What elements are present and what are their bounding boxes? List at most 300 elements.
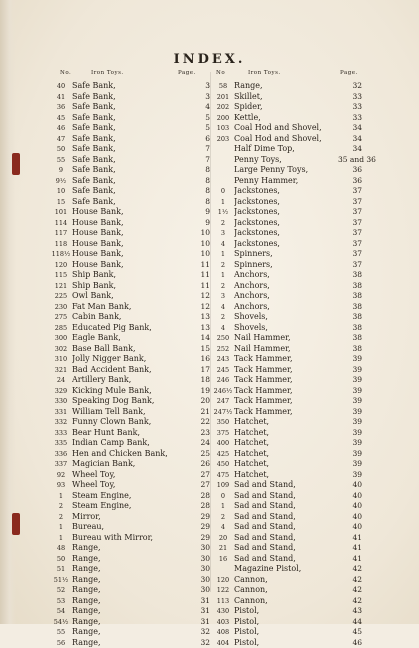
- entry-number: 201: [212, 92, 234, 103]
- entry-page: 18: [186, 375, 210, 386]
- entry-number: 1: [212, 249, 234, 260]
- entry-number: 103: [212, 123, 234, 134]
- entry-number: 302: [50, 344, 72, 355]
- entry-item: Kettle,: [234, 113, 338, 124]
- entry-page: 30: [186, 554, 210, 565]
- entry-number: 285: [50, 323, 72, 334]
- entry-number: 331: [50, 407, 72, 418]
- entry-item: Jackstones,: [234, 207, 338, 218]
- header-right-no: No: [216, 70, 225, 76]
- index-entry: [212, 606, 362, 617]
- entry-number: 450: [212, 459, 234, 470]
- entry-page: 37: [338, 239, 362, 250]
- entry-item: Tack Hammer,: [234, 407, 338, 418]
- entry-page: 37: [338, 249, 362, 260]
- index-entry: [212, 522, 362, 533]
- entry-number: 408: [212, 627, 234, 638]
- entry-number: 0: [212, 491, 234, 502]
- entry-number: 54: [50, 606, 72, 617]
- entry-page: 39: [338, 438, 362, 449]
- entry-item: Bad Accident Bank,: [72, 365, 186, 376]
- entry-page: 31: [186, 617, 210, 628]
- entry-number: 55: [50, 155, 72, 166]
- entry-item: Cannon,: [234, 575, 338, 586]
- entry-number: [212, 176, 234, 187]
- entry-page: 12: [186, 302, 210, 313]
- index-entry: [212, 81, 362, 92]
- entry-item: Safe Bank,: [72, 113, 186, 124]
- entry-item: House Bank,: [72, 218, 186, 229]
- index-entry: [212, 344, 362, 355]
- index-entry: [50, 291, 210, 302]
- index-entry: [212, 449, 362, 460]
- entry-number: 47: [50, 134, 72, 145]
- entry-page: 39: [338, 396, 362, 407]
- entry-number: 245: [212, 365, 234, 376]
- entry-number: 118: [50, 239, 72, 250]
- entry-number: 53: [50, 596, 72, 607]
- index-entry: [212, 291, 362, 302]
- index-entry: [50, 165, 210, 176]
- index-entry: [212, 480, 362, 491]
- entry-page: 7: [186, 155, 210, 166]
- index-entry: [50, 417, 210, 428]
- entry-number: 250: [212, 333, 234, 344]
- entry-number: 475: [212, 470, 234, 481]
- entry-page: 9: [186, 207, 210, 218]
- entry-page: 36: [338, 176, 362, 187]
- entry-page: 37: [338, 186, 362, 197]
- entry-number: 113: [212, 596, 234, 607]
- index-entry: [50, 501, 210, 512]
- entry-page: 39: [338, 386, 362, 397]
- entry-number: 252: [212, 344, 234, 355]
- entry-item: House Bank,: [72, 239, 186, 250]
- entry-number: 203: [212, 134, 234, 145]
- entry-number: 1: [212, 197, 234, 208]
- entry-page: 23: [186, 428, 210, 439]
- index-entry: [212, 638, 362, 648]
- entry-page: 33: [338, 113, 362, 124]
- index-entry: [212, 438, 362, 449]
- entry-page: 38: [338, 270, 362, 281]
- entry-item: Pistol,: [234, 617, 338, 628]
- index-entry: [212, 543, 362, 554]
- entry-number: 247: [212, 396, 234, 407]
- entry-page: 38: [338, 302, 362, 313]
- entry-number: 1: [212, 270, 234, 281]
- entry-page: 42: [338, 585, 362, 596]
- index-entry: [212, 102, 362, 113]
- entry-page: 5: [186, 123, 210, 134]
- index-entry: [50, 207, 210, 218]
- entry-number: 41: [50, 92, 72, 103]
- entry-number: 403: [212, 617, 234, 628]
- entry-item: Sad and Stand,: [234, 554, 338, 565]
- entry-page: 34: [338, 144, 362, 155]
- index-entry: [50, 354, 210, 365]
- index-entry: [50, 281, 210, 292]
- entry-number: 225: [50, 291, 72, 302]
- entry-page: 8: [186, 165, 210, 176]
- entry-item: Range,: [72, 575, 186, 586]
- entry-item: Large Penny Toys,: [234, 165, 338, 176]
- header-right-page: Page.: [340, 70, 358, 76]
- entry-number: 200: [212, 113, 234, 124]
- entry-item: Tack Hammer,: [234, 354, 338, 365]
- entry-number: 56: [50, 638, 72, 648]
- index-entry: [50, 123, 210, 134]
- index-entry: [212, 207, 362, 218]
- entry-item: Anchors,: [234, 302, 338, 313]
- entry-item: Hatchet,: [234, 438, 338, 449]
- entry-item: Hatchet,: [234, 417, 338, 428]
- entry-number: 1½: [212, 207, 234, 218]
- entry-page: 13: [186, 323, 210, 334]
- column-divider: [210, 72, 211, 592]
- entry-item: Magician Bank,: [72, 459, 186, 470]
- entry-item: Fat Man Bank,: [72, 302, 186, 313]
- entry-number: 430: [212, 606, 234, 617]
- index-entry: [50, 449, 210, 460]
- index-entry: [50, 155, 210, 166]
- entry-number: 120: [212, 575, 234, 586]
- index-entry: [212, 428, 362, 439]
- entry-page: 39: [338, 365, 362, 376]
- entry-page: 14: [186, 333, 210, 344]
- entry-number: 300: [50, 333, 72, 344]
- entry-item: Safe Bank,: [72, 81, 186, 92]
- entry-page: 37: [338, 207, 362, 218]
- entry-page: 33: [338, 92, 362, 103]
- entry-number: 4: [212, 239, 234, 250]
- entry-number: 20: [212, 533, 234, 544]
- index-entry: [50, 375, 210, 386]
- entry-page: 37: [338, 197, 362, 208]
- index-entry: [50, 302, 210, 313]
- entry-number: 246: [212, 375, 234, 386]
- entry-item: Penny Hammer,: [234, 176, 338, 187]
- index-entry: [50, 606, 210, 617]
- index-entry: [212, 354, 362, 365]
- entry-page: 39: [338, 449, 362, 460]
- entry-page: 30: [186, 575, 210, 586]
- entry-page: 36: [338, 165, 362, 176]
- entry-number: 243: [212, 354, 234, 365]
- entry-page: 11: [186, 270, 210, 281]
- entry-item: Tack Hammer,: [234, 386, 338, 397]
- entry-page: 39: [338, 354, 362, 365]
- entry-item: Tack Hammer,: [234, 396, 338, 407]
- entry-number: 115: [50, 270, 72, 281]
- entry-number: 350: [212, 417, 234, 428]
- index-entry: [212, 386, 362, 397]
- entry-item: Sad and Stand,: [234, 543, 338, 554]
- entry-item: Owl Bank,: [72, 291, 186, 302]
- entry-item: Tack Hammer,: [234, 365, 338, 376]
- entry-page: 8: [186, 176, 210, 187]
- index-entry: [50, 512, 210, 523]
- entry-number: 3: [212, 228, 234, 239]
- entry-number: 404: [212, 638, 234, 648]
- index-entry: [50, 396, 210, 407]
- entry-item: Tack Hammer,: [234, 375, 338, 386]
- index-entry: [50, 81, 210, 92]
- entry-item: Anchors,: [234, 291, 338, 302]
- page-title: INDEX.: [0, 52, 419, 67]
- entry-number: 16: [212, 554, 234, 565]
- entry-item: Wheel Toy,: [72, 470, 186, 481]
- entry-number: 24: [50, 375, 72, 386]
- index-entry: [212, 396, 362, 407]
- entry-page: 37: [338, 260, 362, 271]
- entry-number: 1: [50, 491, 72, 502]
- index-entry: [212, 155, 362, 166]
- entry-item: House Bank,: [72, 249, 186, 260]
- entry-item: Kicking Mule Bank,: [72, 386, 186, 397]
- entry-item: Hatchet,: [234, 459, 338, 470]
- index-entry: [212, 585, 362, 596]
- entry-page: 40: [338, 480, 362, 491]
- entry-item: Cannon,: [234, 596, 338, 607]
- index-entry: [212, 218, 362, 229]
- entry-page: 22: [186, 417, 210, 428]
- index-column-right: [212, 81, 362, 648]
- entry-page: 42: [338, 575, 362, 586]
- entry-number: 48: [50, 543, 72, 554]
- entry-item: Safe Bank,: [72, 186, 186, 197]
- entry-page: 15: [186, 344, 210, 355]
- entry-number: 2: [50, 512, 72, 523]
- entry-number: 15: [50, 197, 72, 208]
- index-entry: [212, 239, 362, 250]
- index-entry: [50, 102, 210, 113]
- index-entry: [212, 407, 362, 418]
- entry-page: 7: [186, 144, 210, 155]
- entry-number: 58: [212, 81, 234, 92]
- entry-page: 4: [186, 102, 210, 113]
- entry-number: 335: [50, 438, 72, 449]
- entry-item: Hatchet,: [234, 449, 338, 460]
- entry-item: Hatchet,: [234, 470, 338, 481]
- entry-page: 30: [186, 564, 210, 575]
- entry-page: 38: [338, 312, 362, 323]
- entry-page: 9: [186, 218, 210, 229]
- entry-item: Range,: [72, 596, 186, 607]
- entry-number: 275: [50, 312, 72, 323]
- entry-page: 40: [338, 522, 362, 533]
- entry-item: Base Ball Bank,: [72, 344, 186, 355]
- index-entry: [212, 375, 362, 386]
- entry-item: Safe Bank,: [72, 197, 186, 208]
- index-entry: [212, 417, 362, 428]
- index-entry: [212, 176, 362, 187]
- entry-number: 93: [50, 480, 72, 491]
- index-entry: [212, 281, 362, 292]
- entry-page: 39: [338, 459, 362, 470]
- header-left-page: Page.: [178, 70, 196, 76]
- entry-item: Shovels,: [234, 312, 338, 323]
- index-entry: [212, 617, 362, 628]
- entry-page: 27: [186, 480, 210, 491]
- entry-page: 34: [338, 123, 362, 134]
- entry-page: 38: [338, 323, 362, 334]
- entry-number: 2: [212, 312, 234, 323]
- entry-item: Bureau with Mirror,: [72, 533, 186, 544]
- entry-page: 42: [338, 596, 362, 607]
- index-entry: [50, 113, 210, 124]
- entry-page: 6: [186, 134, 210, 145]
- entry-item: Safe Bank,: [72, 165, 186, 176]
- entry-item: Jackstones,: [234, 197, 338, 208]
- entry-item: Pistol,: [234, 627, 338, 638]
- entry-item: Safe Bank,: [72, 92, 186, 103]
- index-entry: [212, 459, 362, 470]
- entry-item: Steam Engine,: [72, 491, 186, 502]
- entry-page: 40: [338, 512, 362, 523]
- index-entry: [50, 270, 210, 281]
- entry-item: Magazine Pistol,: [234, 564, 338, 575]
- entry-page: 38: [338, 333, 362, 344]
- entry-page: 8: [186, 186, 210, 197]
- entry-item: Safe Bank,: [72, 144, 186, 155]
- entry-item: Skillet,: [234, 92, 338, 103]
- index-entry: [212, 302, 362, 313]
- index-entry: [50, 470, 210, 481]
- entry-item: Range,: [72, 638, 186, 648]
- entry-number: 1: [212, 501, 234, 512]
- entry-number: 46: [50, 123, 72, 134]
- index-entry: [212, 627, 362, 638]
- entry-item: Jackstones,: [234, 239, 338, 250]
- entry-item: Anchors,: [234, 270, 338, 281]
- entry-number: 4: [212, 302, 234, 313]
- staple-top: [12, 153, 20, 175]
- index-entry: [212, 144, 362, 155]
- index-entry: [212, 596, 362, 607]
- index-entry: [50, 428, 210, 439]
- entry-item: Range,: [72, 585, 186, 596]
- entry-item: Range,: [72, 606, 186, 617]
- index-entry: [50, 617, 210, 628]
- entry-page: 30: [186, 543, 210, 554]
- entry-page: 40: [338, 501, 362, 512]
- entry-page: 28: [186, 491, 210, 502]
- index-entry: [212, 270, 362, 281]
- entry-page: 31: [186, 606, 210, 617]
- index-entry: [50, 564, 210, 575]
- index-entry: [212, 260, 362, 271]
- index-entry: [212, 92, 362, 103]
- entry-number: 114: [50, 218, 72, 229]
- entry-page: 43: [338, 606, 362, 617]
- index-entry: [50, 218, 210, 229]
- entry-item: Range,: [72, 543, 186, 554]
- entry-number: 21: [212, 543, 234, 554]
- index-entry: [50, 459, 210, 470]
- index-entry: [212, 134, 362, 145]
- entry-number: 3: [212, 291, 234, 302]
- index-entry: [212, 197, 362, 208]
- entry-number: 117: [50, 228, 72, 239]
- entry-number: 330: [50, 396, 72, 407]
- entry-number: [212, 165, 234, 176]
- entry-item: Funny Clown Bank,: [72, 417, 186, 428]
- entry-number: 122: [212, 585, 234, 596]
- entry-page: 16: [186, 354, 210, 365]
- entry-number: 2: [212, 218, 234, 229]
- entry-page: 5: [186, 113, 210, 124]
- index-entry: [212, 491, 362, 502]
- entry-number: [212, 155, 234, 166]
- entry-page: 8: [186, 197, 210, 208]
- index-entry: [212, 575, 362, 586]
- entry-item: Jolly Nigger Bank,: [72, 354, 186, 365]
- index-entry: [50, 249, 210, 260]
- index-entry: [212, 564, 362, 575]
- entry-page: 20: [186, 396, 210, 407]
- entry-item: Steam Engine,: [72, 501, 186, 512]
- entry-page: 3: [186, 92, 210, 103]
- entry-item: Jackstones,: [234, 228, 338, 239]
- entry-number: 121: [50, 281, 72, 292]
- entry-item: Sad and Stand,: [234, 491, 338, 502]
- entry-item: Ship Bank,: [72, 281, 186, 292]
- entry-page: 29: [186, 512, 210, 523]
- entry-number: 2: [212, 260, 234, 271]
- entry-page: 40: [338, 491, 362, 502]
- entry-page: 41: [338, 543, 362, 554]
- entry-item: Hen and Chicken Bank,: [72, 449, 186, 460]
- entry-number: 202: [212, 102, 234, 113]
- entry-number: 0: [212, 186, 234, 197]
- entry-page: 17: [186, 365, 210, 376]
- entry-number: 230: [50, 302, 72, 313]
- index-entry: [50, 386, 210, 397]
- entry-page: 37: [338, 218, 362, 229]
- index-entry: [50, 176, 210, 187]
- entry-item: Ship Bank,: [72, 270, 186, 281]
- entry-page: 31: [186, 596, 210, 607]
- entry-item: Range,: [72, 617, 186, 628]
- index-entry: [50, 533, 210, 544]
- index-entry: [50, 197, 210, 208]
- entry-page: 3: [186, 81, 210, 92]
- index-entry: [50, 365, 210, 376]
- entry-item: Safe Bank,: [72, 102, 186, 113]
- entry-number: 118½: [50, 249, 72, 260]
- entry-item: Hatchet,: [234, 428, 338, 439]
- index-entry: [212, 323, 362, 334]
- entry-number: 92: [50, 470, 72, 481]
- entry-number: 9: [50, 165, 72, 176]
- entry-page: 30: [186, 585, 210, 596]
- entry-page: 12: [186, 291, 210, 302]
- entry-item: Safe Bank,: [72, 134, 186, 145]
- entry-number: 109: [212, 480, 234, 491]
- entry-item: Speaking Dog Bank,: [72, 396, 186, 407]
- entry-number: 51½: [50, 575, 72, 586]
- header-right-item: Iron Toys.: [248, 70, 281, 76]
- entry-number: 50: [50, 554, 72, 565]
- entry-number: 51: [50, 564, 72, 575]
- entry-number: 1: [50, 533, 72, 544]
- index-entry: [212, 533, 362, 544]
- entry-page: 32: [186, 627, 210, 638]
- entry-page: 33: [338, 102, 362, 113]
- index-entry: [212, 249, 362, 260]
- index-entry: [50, 627, 210, 638]
